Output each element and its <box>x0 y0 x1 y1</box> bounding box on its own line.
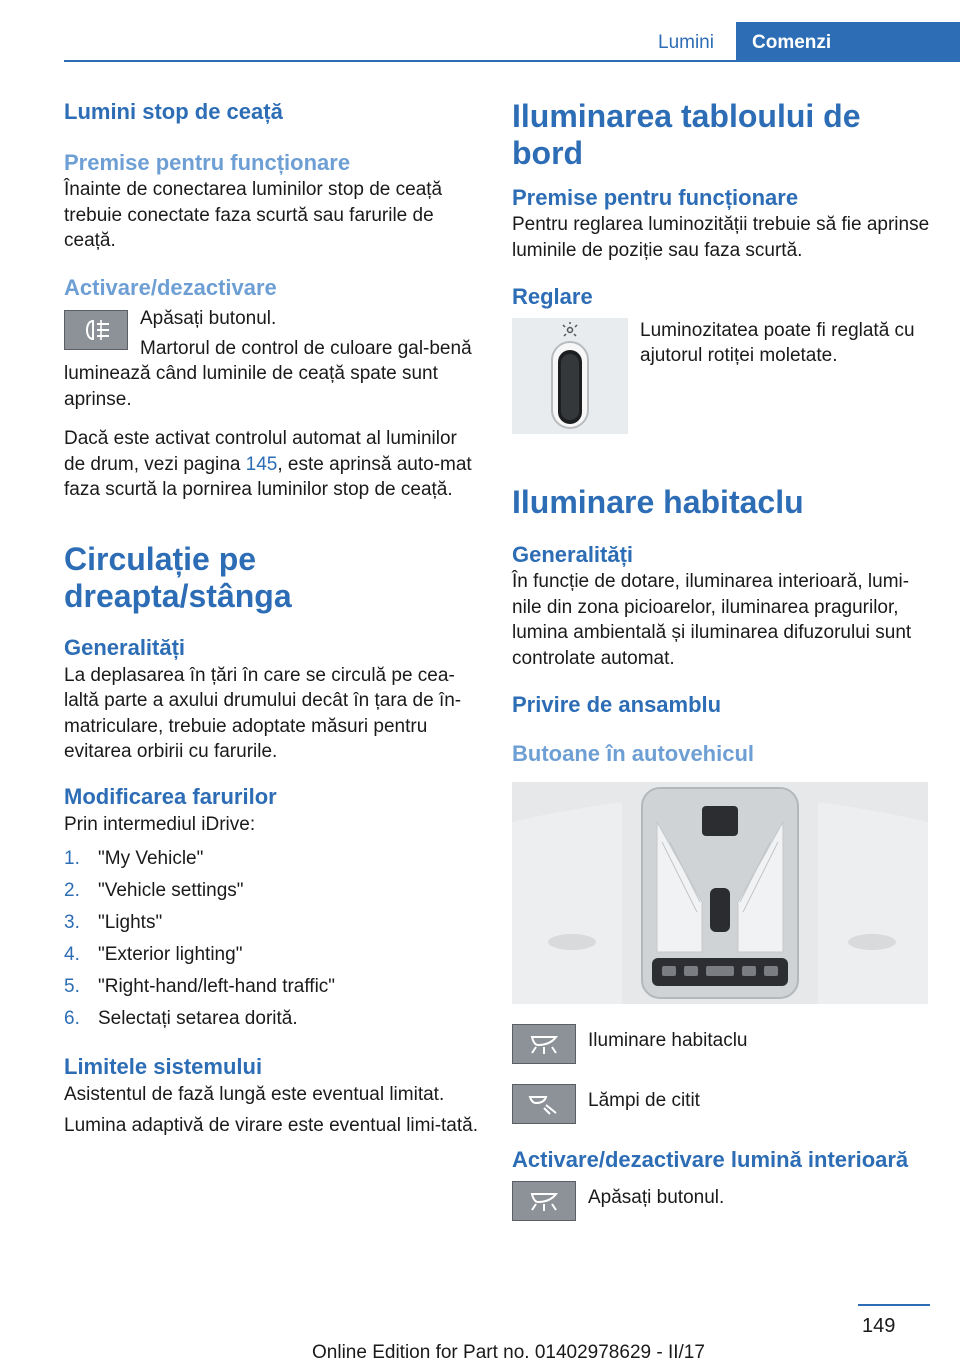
reading-light-icon <box>524 1091 564 1117</box>
overhead-console-illustration <box>512 782 928 1004</box>
left-column <box>64 98 478 1139</box>
thumbwheel-image <box>512 318 628 434</box>
interior-light-row <box>512 1024 930 1064</box>
paragraph-premise: Înainte de conectarea luminilor stop de ceață trebuie conectate faza scurtă sau farurile de ceață. <box>64 179 443 252</box>
list-item: 4. "Exterior lighting" <box>64 944 243 966</box>
heading-modificarea: Modificarea farurilor <box>64 783 277 809</box>
rear-fog-button[interactable] <box>64 310 128 350</box>
list-item: 1. "My Vehicle" <box>64 848 204 870</box>
page-header <box>0 0 960 62</box>
heading-activare: Activare/dezactivare <box>64 274 277 300</box>
interior-light-button[interactable] <box>512 1024 576 1064</box>
list-item: 5. "Right-hand/left-hand traffic" <box>64 976 336 998</box>
heading-habitaclu: Iluminare habitaclu <box>512 483 804 520</box>
tab-comenzi[interactable]: Comenzi <box>736 22 960 62</box>
heading-butoane: Butoane în autovehicul <box>512 740 755 766</box>
thumbwheel-icon <box>512 318 628 434</box>
paragraph-limit-2: Lumina adaptivă de virare este eventual limi-tată. <box>64 1115 479 1137</box>
heading-generalitati-right: Generalități <box>512 541 634 567</box>
list-item: 6. Selectați setarea dorită. <box>64 1008 298 1030</box>
overhead-console-image <box>512 782 928 1004</box>
footer-rule <box>858 1304 930 1306</box>
paragraph-auto: Dacă este activat controlul automat al luminilor de drum, vezi pagina 145, este aprinsă auto-mat faza scurtă la pornirea luminilor stop de ceață. <box>64 428 472 501</box>
interior-light-toggle-button[interactable] <box>512 1181 576 1221</box>
interior-light-toggle-row <box>512 1181 930 1221</box>
heading-premise: Premise pentru funcționare <box>64 149 351 175</box>
label-lampi-citit: Lămpi de citit <box>588 1090 700 1112</box>
interior-light-icon <box>524 1031 564 1057</box>
label-iluminare-habitaclu: Iluminare habitaclu <box>588 1030 748 1052</box>
reglare-block <box>512 318 930 434</box>
heading-privire: Privire de ansamblu <box>512 692 722 718</box>
tab-lumini[interactable]: Lumini <box>658 32 714 53</box>
fog-button-block <box>64 306 478 412</box>
reading-lights-row <box>512 1084 930 1124</box>
heading-limitele: Limitele sistemului <box>64 1054 263 1080</box>
edition-note: Online Edition for Part no. 01402978629 - II/17 <box>312 1342 705 1363</box>
heading-reglare: Reglare <box>512 284 593 310</box>
idrive-steps-list <box>64 843 478 1035</box>
heading-tablou: Iluminarea tabloului de bord <box>512 98 861 171</box>
list-item: 3. "Lights" <box>64 912 163 934</box>
paragraph-generalitati: La deplasarea în țări în care se circulă pe cea-laltă parte a axului drumului decât în țara de în-matriculare, trebuie adoptate măsuri pentru evitarea orbirii cu farurile. <box>64 664 462 763</box>
heading-premise-right: Premise pentru funcționare <box>512 184 799 210</box>
right-column <box>512 98 930 1221</box>
rear-fog-light-icon <box>79 318 113 342</box>
interior-light-icon <box>524 1188 564 1214</box>
paragraph-martor: Martorul de control de culoare gal-benă luminează când luminile de ceață spate sunt aprinse. <box>64 337 472 410</box>
paragraph-premise-right: Pentru reglarea luminozității trebuie să fie aprinse luminile de poziție sau faza scurtă. <box>512 214 930 261</box>
page-link-145[interactable]: 145 <box>245 453 278 475</box>
heading-generalitati: Generalități <box>64 635 186 661</box>
reading-light-button[interactable] <box>512 1084 576 1124</box>
list-item: 2. "Vehicle settings" <box>64 880 244 902</box>
paragraph-reglare: Luminozitatea poate fi reglată cu ajutorul rotiței moletate. <box>640 319 915 367</box>
paragraph-press-button: Apăsați butonul. <box>140 308 277 330</box>
page-number: 149 <box>862 1315 896 1337</box>
heading-activare-right: Activare/dezactivare lumină interioară <box>512 1147 909 1173</box>
paragraph-press-button-right: Apăsați butonul. <box>588 1186 725 1208</box>
paragraph-generalitati-right: În funcție de dotare, iluminarea interioară, lumi-nile din zona picioarelor, iluminarea pragurilor, lumina ambientală și iluminarea difuzorului sunt controlate automat. <box>512 571 912 669</box>
paragraph-limit-1: Asistentul de fază lungă este eventual limitat. <box>64 1083 445 1105</box>
heading-fog-lights: Lumini stop de ceață <box>64 99 283 124</box>
heading-circulatie: Circulație pe dreapta/stânga <box>64 540 292 614</box>
header-rule <box>64 60 960 62</box>
paragraph-idrive: Prin intermediul iDrive: <box>64 813 256 835</box>
